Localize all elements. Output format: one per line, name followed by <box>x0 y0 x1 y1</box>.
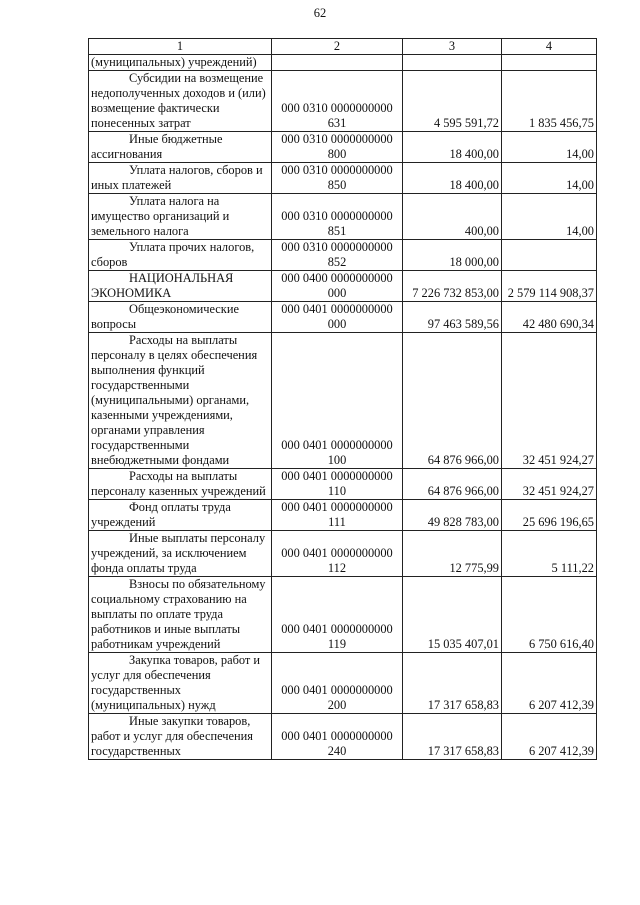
row-name-cell <box>89 469 272 500</box>
row-name-text: Взносы по обязательному социальному страхованию на выплаты по оплате труда работников и иные выплаты работникам учреждений <box>91 577 266 651</box>
row-value-col3-text: 7 226 732 853,00 <box>412 286 499 300</box>
row-name-cell <box>89 531 272 577</box>
row-value-col3-cell <box>403 653 502 714</box>
row-value-col3-cell <box>403 71 502 132</box>
table-row <box>89 302 597 333</box>
row-name-text: Закупка товаров, работ и услуг для обеспечения государственных (муниципальных) нужд <box>91 653 261 712</box>
row-value-col4-cell <box>502 240 597 271</box>
row-value-col3-text: 17 317 658,83 <box>427 698 499 712</box>
row-value-col3-cell <box>403 500 502 531</box>
row-code-cell <box>272 55 403 71</box>
row-name-text: Расходы на выплаты персоналу казенных учреждений <box>91 469 266 498</box>
row-value-col3-cell <box>403 132 502 163</box>
row-name-cell <box>89 55 272 71</box>
row-name-cell <box>89 132 272 163</box>
row-value-col3-cell <box>403 163 502 194</box>
table-row <box>89 271 597 302</box>
row-code-text: 000 0310 0000000000 800 <box>281 132 393 161</box>
row-value-col3-text: 18 000,00 <box>449 255 499 269</box>
row-value-col4-cell <box>502 531 597 577</box>
row-value-col4-text: 14,00 <box>566 147 594 161</box>
row-value-col4-cell <box>502 194 597 240</box>
row-name-text: Иные выплаты персоналу учреждений, за исключением фонда оплаты труда <box>91 531 266 575</box>
row-code-text: 000 0401 0000000000 000 <box>281 302 393 331</box>
row-name-text: Расходы на выплаты персоналу в целях обеспечения выполнения функций государственными (муниципальными) органами, казенными учреждениями, органами управления государственными внебюджетными фондами <box>91 333 258 467</box>
row-name-text: НАЦИОНАЛЬНАЯ ЭКОНОМИКА <box>91 271 234 300</box>
row-code-cell <box>272 271 403 302</box>
row-value-col3-text: 18 400,00 <box>449 147 499 161</box>
row-code-text: 000 0401 0000000000 112 <box>281 546 393 575</box>
row-value-col4-text: 32 451 924,27 <box>522 484 594 498</box>
row-code-cell <box>272 469 403 500</box>
row-value-col4-cell <box>502 714 597 760</box>
header-row <box>89 39 597 55</box>
table-row <box>89 469 597 500</box>
row-value-col4-cell <box>502 469 597 500</box>
row-value-col4-text: 14,00 <box>566 178 594 192</box>
row-value-col4-text: 1 835 456,75 <box>528 116 594 130</box>
row-code-text: 000 0310 0000000000 852 <box>281 240 393 269</box>
row-code-cell <box>272 71 403 132</box>
table-row <box>89 577 597 653</box>
row-name-text: Уплата налогов, сборов и иных платежей <box>91 163 263 192</box>
table-row <box>89 333 597 469</box>
row-name-cell <box>89 194 272 240</box>
table-row <box>89 194 597 240</box>
row-value-col4-text: 14,00 <box>566 224 594 238</box>
row-value-col3-text: 64 876 966,00 <box>427 484 499 498</box>
row-value-col4-cell <box>502 577 597 653</box>
row-code-text: 000 0401 0000000000 200 <box>281 683 393 712</box>
row-value-col4-cell <box>502 653 597 714</box>
row-name-text: Общеэкономические вопросы <box>91 302 239 331</box>
row-name-text: Субсидии на возмещение недополученных доходов и (или) возмещение фактически понесенных затрат <box>91 71 266 130</box>
table-row <box>89 240 597 271</box>
row-code-cell <box>272 577 403 653</box>
row-value-col3-cell <box>403 577 502 653</box>
row-code-cell <box>272 194 403 240</box>
table-row <box>89 531 597 577</box>
table-row <box>89 71 597 132</box>
row-name-cell <box>89 333 272 469</box>
row-code-text: 000 0401 0000000000 100 <box>281 438 393 467</box>
row-value-col4-cell <box>502 132 597 163</box>
row-name-cell <box>89 653 272 714</box>
row-code-cell <box>272 333 403 469</box>
column-header: 1 <box>89 39 272 55</box>
row-value-col4-cell <box>502 71 597 132</box>
row-value-col3-cell <box>403 302 502 333</box>
table-row <box>89 55 597 71</box>
row-value-col3-cell <box>403 333 502 469</box>
row-code-cell <box>272 653 403 714</box>
row-code-cell <box>272 240 403 271</box>
row-value-col4-text: 6 750 616,40 <box>528 637 594 651</box>
row-name-text: Уплата налога на имущество организаций и земельного налога <box>91 194 230 238</box>
row-code-text: 000 0400 0000000000 000 <box>281 271 393 300</box>
row-value-col4-cell <box>502 302 597 333</box>
row-code-cell <box>272 714 403 760</box>
row-value-col4-text: 42 480 690,34 <box>522 317 594 331</box>
row-code-text: 000 0401 0000000000 110 <box>281 469 393 498</box>
row-code-cell <box>272 500 403 531</box>
column-header: 2 <box>272 39 403 55</box>
row-value-col3-text: 4 595 591,72 <box>433 116 499 130</box>
row-name-cell <box>89 71 272 132</box>
row-value-col3-text: 97 463 589,56 <box>427 317 499 331</box>
row-code-text: 000 0401 0000000000 119 <box>281 622 393 651</box>
row-value-col4-text: 2 579 114 908,37 <box>507 286 594 300</box>
row-value-col3-text: 18 400,00 <box>449 178 499 192</box>
row-value-col3-text: 400,00 <box>464 224 499 238</box>
column-header: 4 <box>502 39 597 55</box>
row-name-cell <box>89 240 272 271</box>
row-name-cell <box>89 500 272 531</box>
row-value-col3-cell <box>403 240 502 271</box>
row-value-col4-cell <box>502 500 597 531</box>
table-row <box>89 132 597 163</box>
row-code-cell <box>272 531 403 577</box>
row-value-col3-text: 17 317 658,83 <box>427 744 499 758</box>
table-row <box>89 653 597 714</box>
row-value-col3-text: 49 828 783,00 <box>427 515 499 529</box>
row-code-text: 000 0401 0000000000 240 <box>281 729 393 758</box>
row-name-text: Иные бюджетные ассигнования <box>91 132 223 161</box>
row-name-cell <box>89 271 272 302</box>
row-name-cell <box>89 163 272 194</box>
row-name-text: Фонд оплаты труда учреждений <box>91 500 231 529</box>
row-code-text: 000 0401 0000000000 111 <box>281 500 393 529</box>
row-value-col3-text: 64 876 966,00 <box>427 453 499 467</box>
row-value-col3-cell <box>403 55 502 71</box>
row-name-cell <box>89 577 272 653</box>
row-value-col4-cell <box>502 271 597 302</box>
table-row <box>89 714 597 760</box>
row-value-col4-text: 6 207 412,39 <box>528 744 594 758</box>
table-row <box>89 163 597 194</box>
row-name-cell <box>89 302 272 333</box>
row-name-text: (муниципальных) учреждений) <box>91 55 257 69</box>
row-name-text: Иные закупки товаров, работ и услуг для обеспечения государственных <box>91 714 253 758</box>
row-value-col4-text: 6 207 412,39 <box>528 698 594 712</box>
budget-table <box>88 38 597 760</box>
row-value-col4-cell <box>502 163 597 194</box>
row-code-text: 000 0310 0000000000 851 <box>281 209 393 238</box>
row-value-col3-cell <box>403 469 502 500</box>
row-code-cell <box>272 302 403 333</box>
row-value-col3-cell <box>403 271 502 302</box>
row-value-col3-text: 15 035 407,01 <box>427 637 499 651</box>
row-value-col3-cell <box>403 531 502 577</box>
row-code-text: 000 0310 0000000000 631 <box>281 101 393 130</box>
row-value-col4-text: 5 111,22 <box>551 561 594 575</box>
page-number: 62 <box>313 6 327 20</box>
row-code-cell <box>272 132 403 163</box>
row-value-col4-cell <box>502 333 597 469</box>
row-value-col3-cell <box>403 714 502 760</box>
row-value-col4-text: 25 696 196,65 <box>522 515 594 529</box>
table-row <box>89 500 597 531</box>
row-value-col3-text: 12 775,99 <box>449 561 499 575</box>
row-value-col3-cell <box>403 194 502 240</box>
row-code-text: 000 0310 0000000000 850 <box>281 163 393 192</box>
row-name-text: Уплата прочих налогов, сборов <box>91 240 255 269</box>
column-header: 3 <box>403 39 502 55</box>
row-name-cell <box>89 714 272 760</box>
row-value-col4-text: 32 451 924,27 <box>522 453 594 467</box>
row-value-col4-cell <box>502 55 597 71</box>
row-code-cell <box>272 163 403 194</box>
